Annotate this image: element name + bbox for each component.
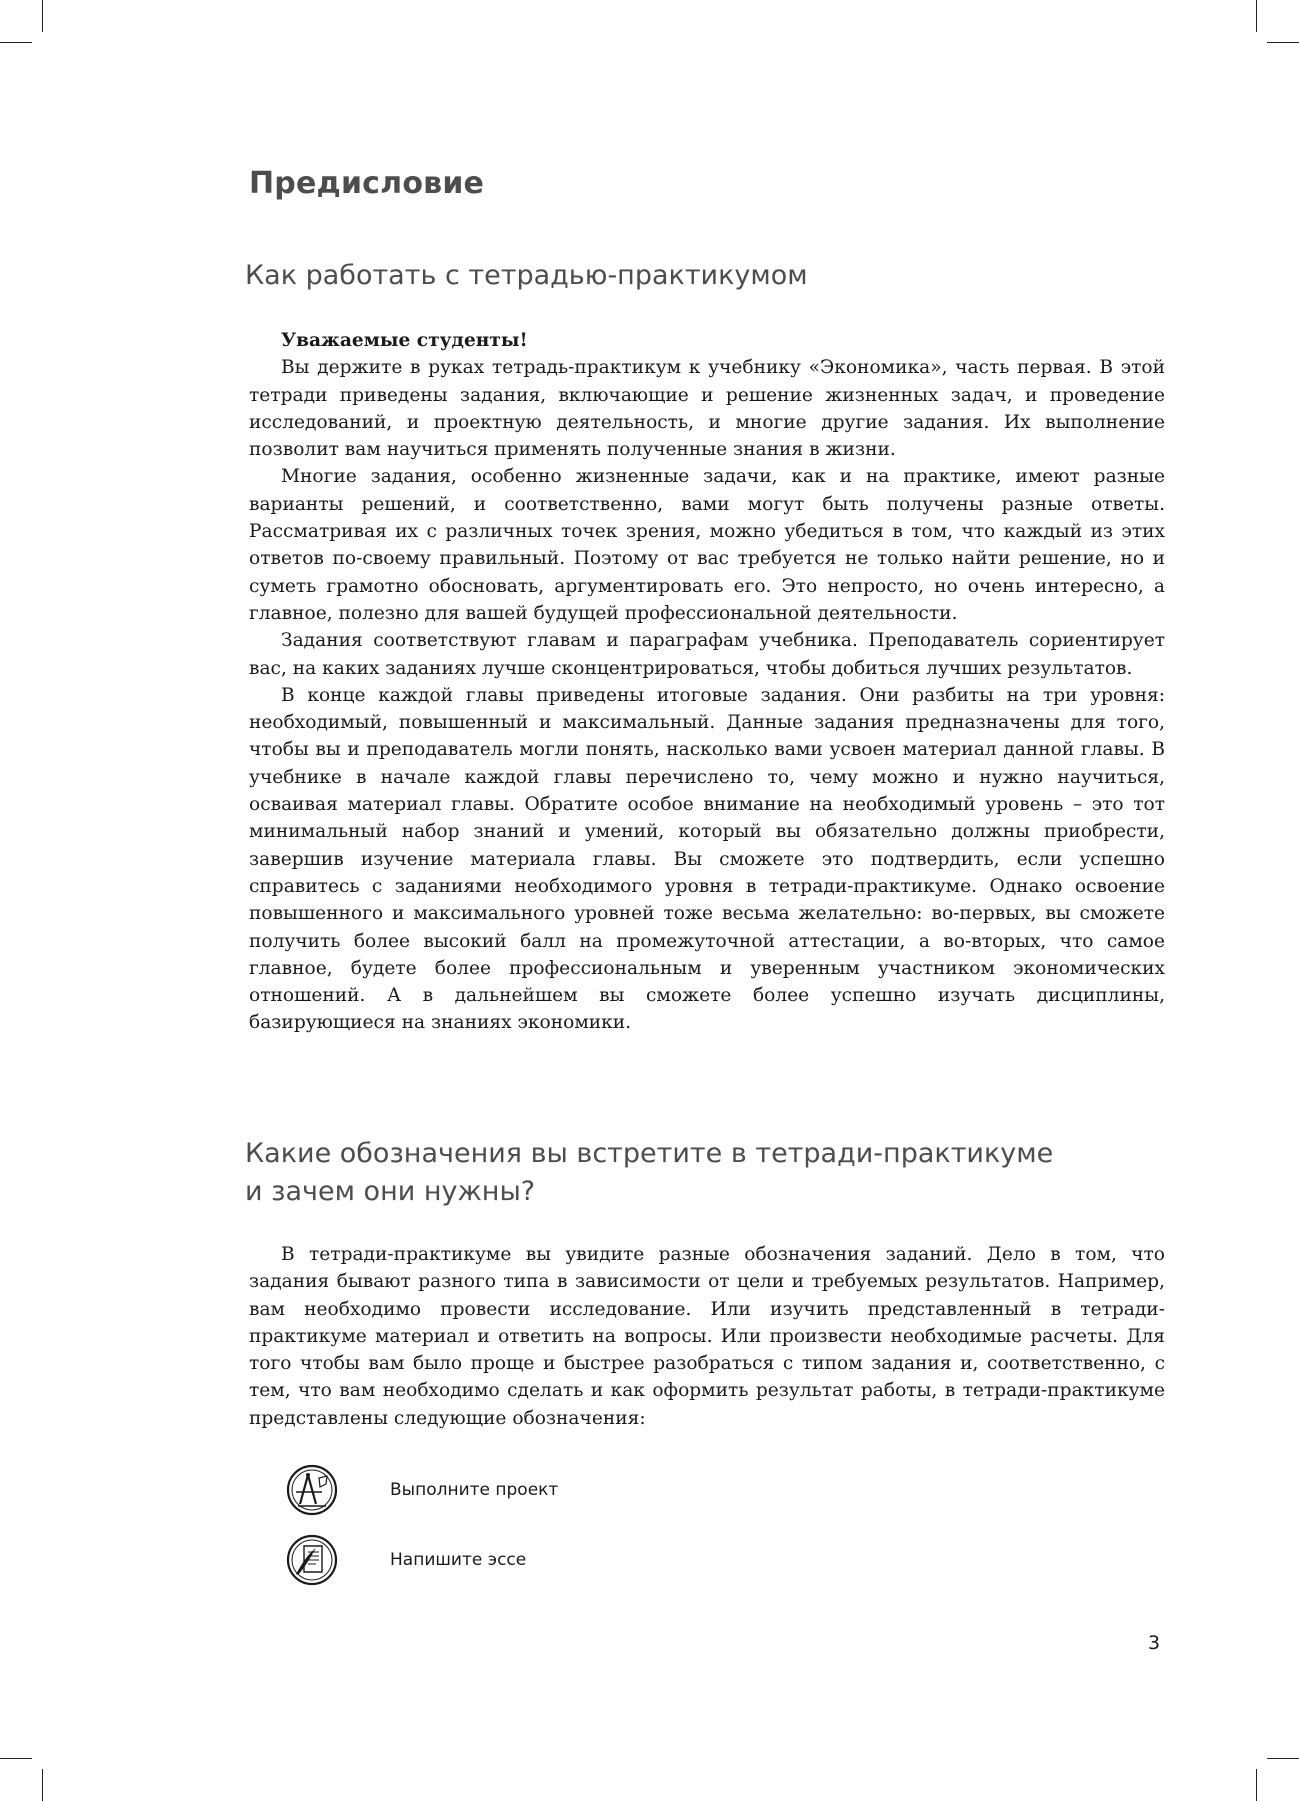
section-body-notations [249,1241,1165,1432]
essay-quill-icon [286,1534,338,1586]
crop-mark [42,0,43,32]
legend-label: Выполните проект [390,1480,559,1500]
heading-line: Какие обозначения вы встретите в тетради-практикуме [245,1138,1054,1169]
paragraph: Задания соответствуют главам и параграфам учебника. Преподаватель сориентирует вас, на каких заданиях лучше сконцентрироваться, чтобы добиться лучших результатов. [249,630,1165,679]
page-number: 3 [1148,1632,1161,1654]
crop-mark [1267,1758,1299,1759]
paragraph: В конце каждой главы приведены итоговые задания. Они разбиты на три уровня: необходимый, повышенный и максимальный. Данные задания предназначены для того, чтобы вы и преподаватель могли понять, насколько вами усвоен материал данной главы. В учебнике в начале каждой главы перечислено то, чему можно и нужно научиться, осваивая материал главы. Обратите особое внимание на необходимый уровень – это тот минимальный набор знаний и умений, который вы обязательно должны приобрести, завершив изучение материала главы. Вы сможете это подтвердить, если успешно справитесь с заданиями необходимого уровня в тетради-практикуме. Однако освоение повышенного и максимального уровней тоже весьма желательно: во-первых, вы сможете получить более высокий балл на промежуточной аттестации, а во-вторых, что самое главное, будете более профессиональным и уверенным участником экономических отношений. А в дальнейшем вы сможете более успешно изучать дисциплины, базирующиеся на знаниях экономики. [249,684,1165,1034]
legend-item-project [286,1464,558,1516]
heading-line: и зачем они нужны? [245,1176,536,1207]
legend-label: Напишите эссе [390,1550,527,1570]
paragraph: Вы держите в руках тетрадь-практикум к учебнику «Экономика», часть первая. В этой тетради приведены задания, включающие и решение жизненных задач, и проведение исследований, и проектную деятельность, и многие другие задания. Их выполнение позволит вам научиться применять полученные знания в жизни. [249,357,1165,461]
crop-mark [1267,42,1299,43]
crop-mark [0,1758,32,1759]
section-heading-how-to-work: Как работать с тетрадью-практикумом [245,260,808,291]
section-body-how-to-work [249,327,1165,1037]
paragraph: Многие задания, особенно жизненные задачи, как и на практике, имеют разные варианты решений, и соответственно, вами могут быть получены разные ответы. Рассматривая их с различных точек зрения, можно убедиться в том, что каждый из этих ответов по-своему правильный. Поэтому от вас требуется не только найти решение, но и суметь грамотно обосновать, аргументировать его. Это непросто, но очень интересно, а главное, полезно для вашей будущей профессиональной деятельности. [249,466,1165,624]
greeting: Уважаемые студенты! [281,330,528,351]
crop-mark [0,42,32,43]
crop-mark [42,1769,43,1801]
crop-mark [1256,0,1257,32]
page-title: Предисловие [249,166,485,201]
crop-mark [1256,1769,1257,1801]
section-heading-notations [245,1135,1053,1211]
project-compass-icon [286,1464,338,1516]
paragraph: В тетради-практикуме вы увидите разные обозначения заданий. Дело в том, что задания бывают разного типа в зависимости от цели и требуемых результатов. Например, вам необходимо провести исследование. Или изучить представленный в тетради-практикуме материал и ответить на вопросы. Или произвести необходимые расчеты. Для того чтобы вам было проще и быстрее разобраться с типом задания и, соответственно, с тем, что вам необходимо сделать и как оформить результат работы, в тетради-практикуме представлены следующие обозначения: [249,1244,1165,1429]
legend-item-essay [286,1534,526,1586]
